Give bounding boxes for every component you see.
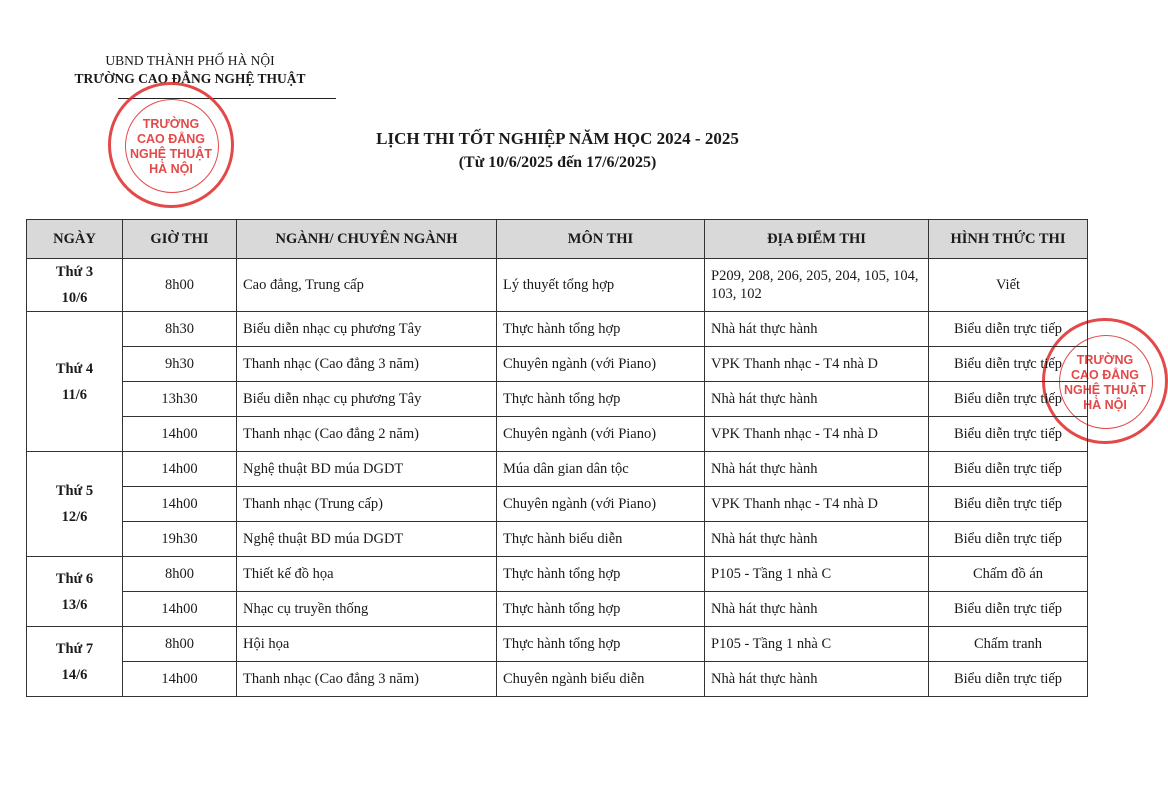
subject-cell: Chuyên ngành (với Piano): [497, 487, 705, 522]
table-row: [27, 487, 1088, 522]
date: 14/6: [61, 666, 88, 683]
form-cell: Biểu diễn trực tiếp: [929, 312, 1088, 347]
location-cell: P105 - Tầng 1 nhà C: [705, 627, 929, 662]
time-cell: 14h00: [123, 417, 237, 452]
major-cell: Thiết kế đồ họa: [237, 557, 497, 592]
seal-line: TRƯỜNG: [142, 117, 200, 131]
form-cell: Biểu diễn trực tiếp: [929, 592, 1088, 627]
subject-cell: Thực hành tổng hợp: [497, 627, 705, 662]
seal-line: TRƯỜNG: [1076, 353, 1134, 367]
seal-line: CAO ĐẲNG: [136, 132, 206, 146]
subject-cell: Thực hành tổng hợp: [497, 312, 705, 347]
location-cell: VPK Thanh nhạc - T4 nhà D: [705, 347, 929, 382]
subject-cell: Múa dân gian dân tộc: [497, 452, 705, 487]
subject-cell: Chuyên ngành (với Piano): [497, 347, 705, 382]
page-subtitle: (Từ 10/6/2025 đến 17/6/2025): [458, 154, 657, 171]
time-cell: 14h00: [123, 662, 237, 697]
subject-cell: Lý thuyết tổng hợp: [497, 259, 705, 312]
school-name: TRƯỜNG CAO ĐẲNG NGHỆ THUẬT: [74, 71, 306, 86]
school-seal: [108, 82, 234, 208]
time-cell: 14h00: [123, 487, 237, 522]
table-row: [27, 627, 1088, 662]
location-cell: Nhà hát thực hành: [705, 662, 929, 697]
weekday: Thứ 7: [55, 640, 94, 657]
subject-cell: Chuyên ngành biểu diễn: [497, 662, 705, 697]
table-row: [27, 382, 1088, 417]
seal-line: CAO ĐẲNG: [1070, 368, 1140, 382]
major-cell: Thanh nhạc (Cao đẳng 3 năm): [237, 347, 497, 382]
form-cell: Viết: [929, 259, 1088, 312]
day-cell: [27, 557, 123, 627]
table-row: [27, 592, 1088, 627]
table-row: [27, 662, 1088, 697]
col-header-form: HÌNH THỨC THI: [929, 220, 1088, 259]
weekday: Thứ 3: [55, 264, 94, 280]
table-row: [27, 417, 1088, 452]
table-row: [27, 522, 1088, 557]
major-cell: Hội họa: [237, 627, 497, 662]
location-cell: P209, 208, 206, 205, 204, 105, 104, 103, 102: [705, 259, 929, 312]
page-title: LỊCH THI TỐT NGHIỆP NĂM HỌC 2024 - 2025: [376, 129, 739, 148]
col-header-location: ĐỊA ĐIỂM THI: [705, 220, 929, 259]
time-cell: 8h00: [123, 557, 237, 592]
subject-cell: Thực hành biểu diễn: [497, 522, 705, 557]
location-cell: VPK Thanh nhạc - T4 nhà D: [705, 417, 929, 452]
subject-cell: Thực hành tổng hợp: [497, 557, 705, 592]
table-row: [27, 452, 1088, 487]
time-cell: 14h00: [123, 452, 237, 487]
major-cell: Nghệ thuật BD múa DGDT: [237, 522, 497, 557]
location-cell: Nhà hát thực hành: [705, 522, 929, 557]
time-cell: 19h30: [123, 522, 237, 557]
weekday: Thứ 6: [55, 570, 94, 587]
major-cell: Cao đẳng, Trung cấp: [237, 259, 497, 312]
subject-cell: Chuyên ngành (với Piano): [497, 417, 705, 452]
form-cell: Biểu diễn trực tiếp: [929, 487, 1088, 522]
subject-cell: Thực hành tổng hợp: [497, 382, 705, 417]
seal-text: [121, 117, 221, 177]
form-cell: Biểu diễn trực tiếp: [929, 522, 1088, 557]
location-cell: Nhà hát thực hành: [705, 452, 929, 487]
subject-cell: Thực hành tổng hợp: [497, 592, 705, 627]
day-cell: [27, 312, 123, 452]
weekday: Thứ 5: [55, 483, 94, 499]
exam-schedule-table: [26, 219, 1088, 697]
major-cell: Thanh nhạc (Trung cấp): [237, 487, 497, 522]
weekday: Thứ 4: [55, 360, 94, 377]
form-cell: Biểu diễn trực tiếp: [929, 662, 1088, 697]
date: 11/6: [62, 386, 87, 403]
form-cell: Biểu diễn trực tiếp: [929, 417, 1088, 452]
issuing-organization: [60, 52, 320, 88]
time-cell: 8h00: [123, 259, 237, 312]
time-cell: 13h30: [123, 382, 237, 417]
time-cell: 8h30: [123, 312, 237, 347]
table-row: [27, 312, 1088, 347]
major-cell: Nhạc cụ truyền thống: [237, 592, 497, 627]
time-cell: 8h00: [123, 627, 237, 662]
table-row: [27, 557, 1088, 592]
day-cell: [27, 627, 123, 697]
location-cell: Nhà hát thực hành: [705, 312, 929, 347]
col-header-major: NGÀNH/ CHUYÊN NGÀNH: [237, 220, 497, 259]
seal-line: HÀ NỘI: [1083, 398, 1127, 412]
authority-name: UBND THÀNH PHỐ HÀ NỘI: [105, 53, 275, 68]
table-row: [27, 259, 1088, 312]
col-header-date: NGÀY: [27, 220, 123, 259]
seal-line: HÀ NỘI: [149, 162, 193, 176]
seal-line: NGHỆ THUẬT: [1064, 383, 1146, 397]
major-cell: Thanh nhạc (Cao đẳng 2 năm): [237, 417, 497, 452]
form-cell: Biểu diễn trực tiếp: [929, 382, 1088, 417]
col-header-subject: MÔN THI: [497, 220, 705, 259]
col-header-time: GIỜ THI: [123, 220, 237, 259]
day-cell: [27, 452, 123, 557]
form-cell: Biểu diễn trực tiếp: [929, 347, 1088, 382]
location-cell: Nhà hát thực hành: [705, 592, 929, 627]
seal-line: NGHỆ THUẬT: [130, 147, 212, 161]
form-cell: Chấm đồ án: [929, 557, 1088, 592]
table-row: [27, 347, 1088, 382]
day-cell: [27, 259, 123, 312]
time-cell: 9h30: [123, 347, 237, 382]
major-cell: Biểu diễn nhạc cụ phương Tây: [237, 382, 497, 417]
location-cell: P105 - Tầng 1 nhà C: [705, 557, 929, 592]
date: 13/6: [61, 596, 88, 613]
major-cell: Biểu diễn nhạc cụ phương Tây: [237, 312, 497, 347]
table-header-row: [27, 220, 1088, 259]
major-cell: Nghệ thuật BD múa DGDT: [237, 452, 497, 487]
location-cell: VPK Thanh nhạc - T4 nhà D: [705, 487, 929, 522]
major-cell: Thanh nhạc (Cao đẳng 3 năm): [237, 662, 497, 697]
location-cell: Nhà hát thực hành: [705, 382, 929, 417]
form-cell: Chấm tranh: [929, 627, 1088, 662]
table-body: [27, 259, 1088, 697]
date: 12/6: [61, 509, 88, 525]
time-cell: 14h00: [123, 592, 237, 627]
date: 10/6: [61, 290, 88, 306]
form-cell: Biểu diễn trực tiếp: [929, 452, 1088, 487]
